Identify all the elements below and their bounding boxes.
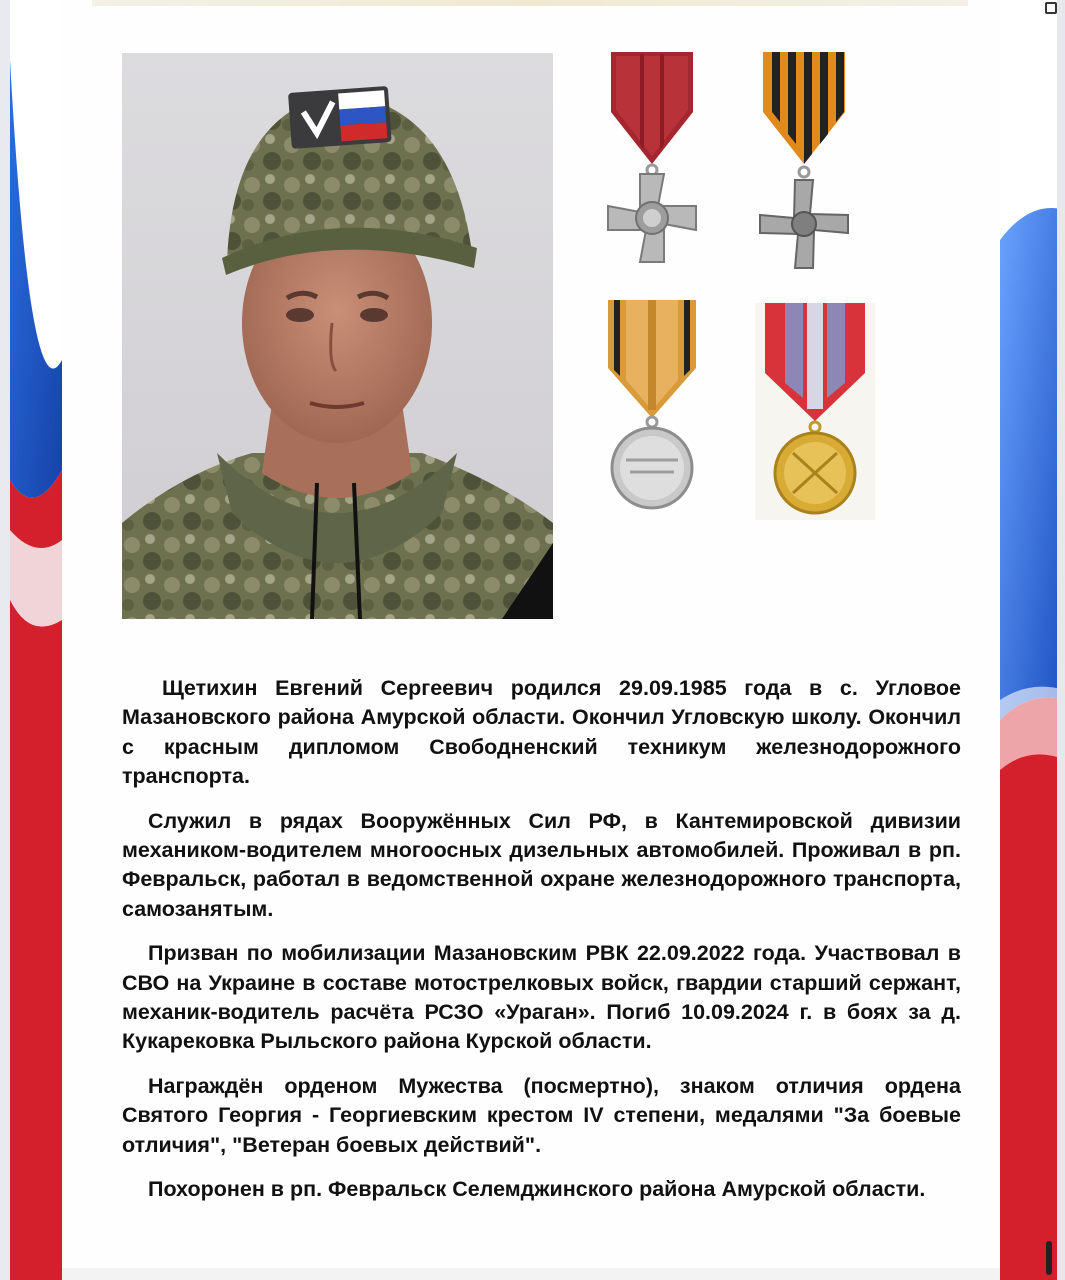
order-of-courage-medal [596, 52, 708, 274]
right-decorative-frame [1000, 0, 1065, 1280]
bio-paragraph-service: Служил в рядах Вооружённых Сил РФ, в Кантемировской дивизии механиком-водителем многоосных дизельных автомобилей. Проживал в рп. Февральск, работал в ведомственной охране железнодорожного транспорта, самозанятым. [122, 808, 961, 921]
st-george-cross-medal [748, 52, 860, 274]
bio-paragraph-birth: Щетихин Евгений Сергеевич родился 29.09.1985 года в с. Угловое Мазановского района Амурской области. Окончил Угловскую школу. Окончил с красным дипломом Свободненский техникум железнодорожного транспорта. [122, 676, 961, 789]
for-combat-distinction-medal [596, 300, 708, 512]
biography-text [122, 674, 961, 1220]
top-rule [92, 0, 968, 6]
portrait-photo [122, 53, 553, 619]
combat-veteran-medal [755, 303, 875, 520]
bio-paragraph-awards: Награждён орденом Мужества (посмертно), знаком отличия ордена Святого Георгия - Георгиевским крестом IV степени, медалями "За боевые отличия", "Ветеран боевых действий". [122, 1073, 961, 1157]
bio-paragraph-mobilization: Призван по мобилизации Мазановским РВК 22.09.2022 года. Участвовал в СВО на Украине в составе мотострелковых войск, гвардии старший сержант, механик-водитель расчёта РСЗО «Ураган». Погиб 10.09.2024 г. в боях за д. Кукарековка Рыльского района Курской области. [122, 941, 961, 1054]
memorial-page [62, 0, 1000, 1280]
scrollbar-thumb[interactable] [1046, 1241, 1052, 1275]
left-decorative-frame [0, 0, 62, 1280]
window-corner-icon [1045, 2, 1057, 14]
bottom-rule [62, 1268, 1000, 1280]
bio-paragraph-burial: Похоронен в рп. Февральск Селемджинского района Амурской области. [148, 1177, 926, 1202]
